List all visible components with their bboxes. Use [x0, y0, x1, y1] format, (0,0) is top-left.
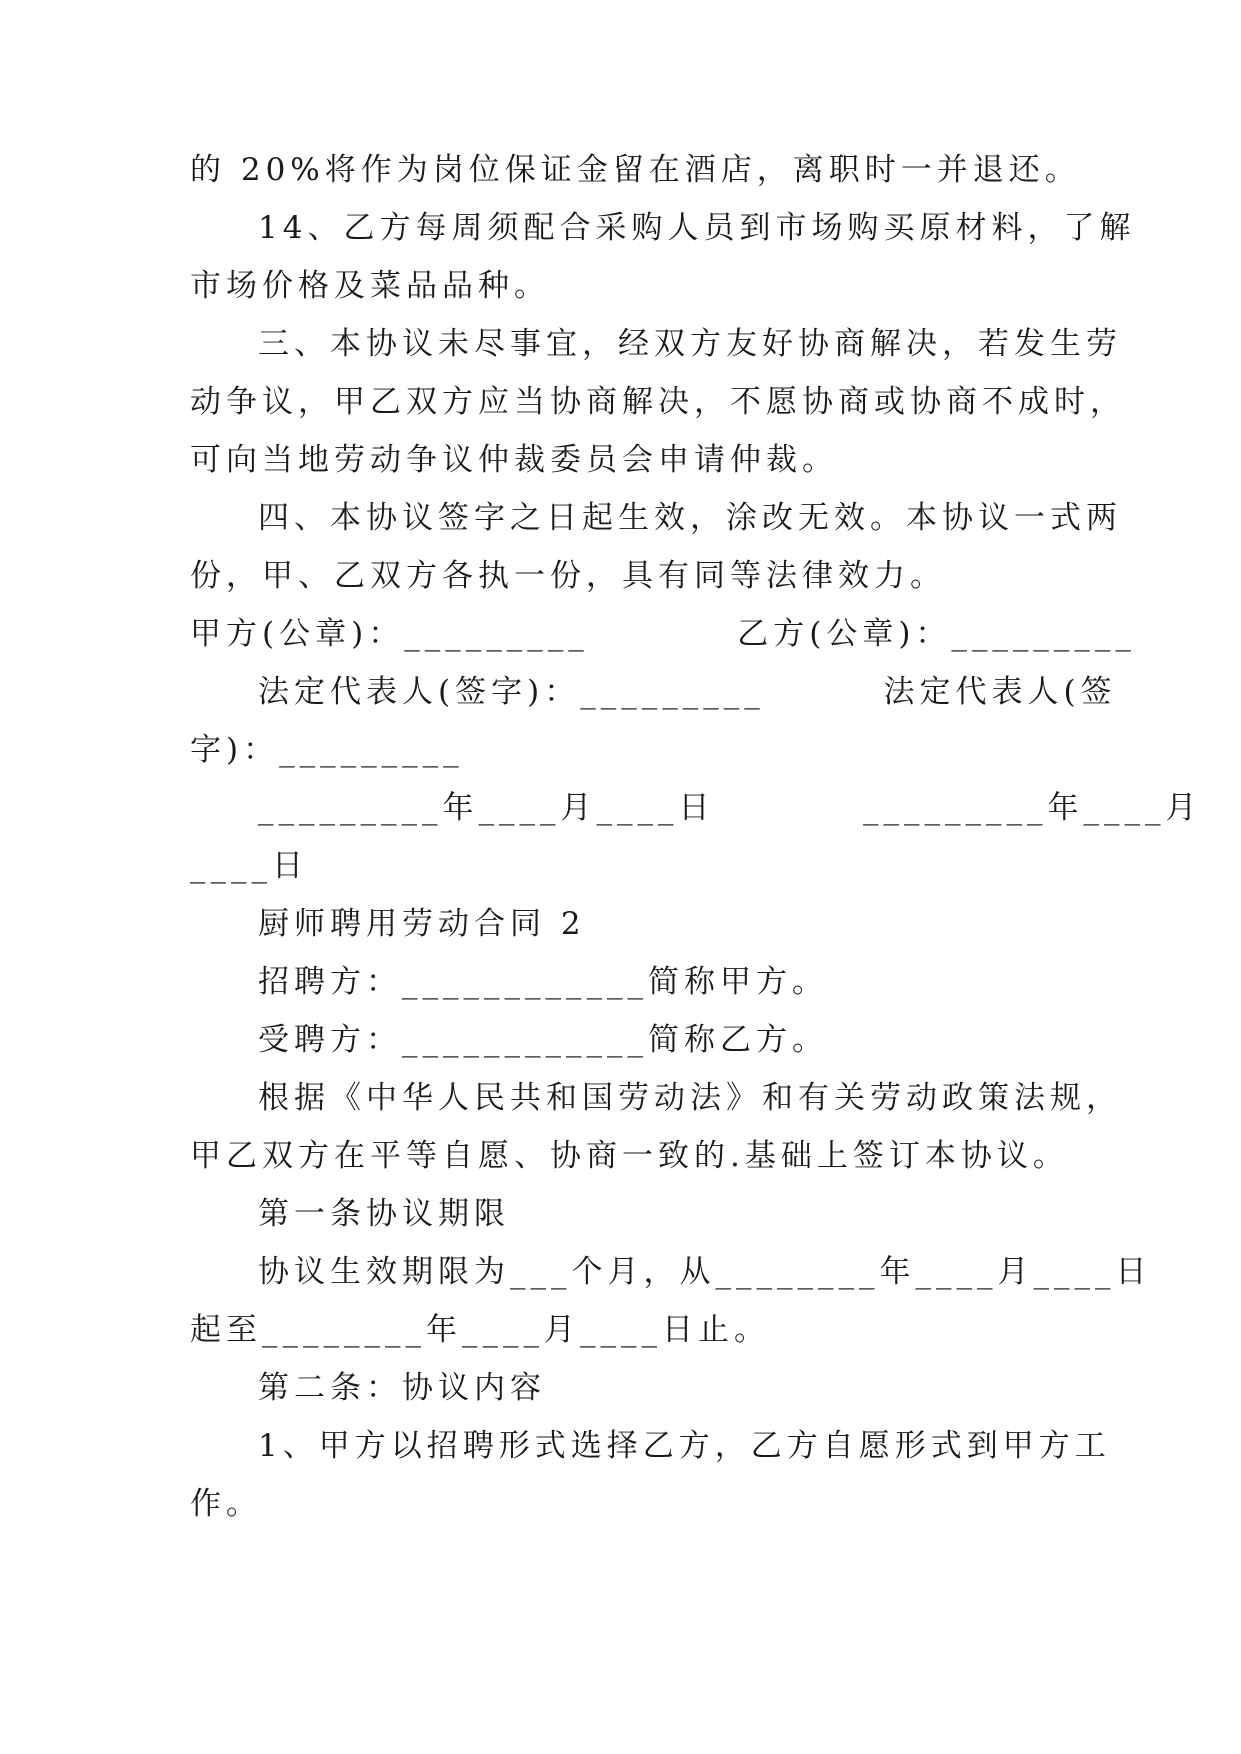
paragraph-line: 四、本协议签字之日起生效，涂改无效。本协议一式两	[258, 500, 1122, 536]
paragraph-line: 1、甲方以招聘形式选择乙方，乙方自愿形式到甲方工	[258, 1428, 1111, 1464]
paragraph-line: 协议生效期限为___个月，从________年____月____日	[258, 1254, 1152, 1290]
paragraph-line: 招聘方：____________简称甲方。	[258, 964, 828, 1000]
paragraph-line: 作。	[190, 1486, 262, 1522]
section-heading: 第一条协议期限	[258, 1196, 510, 1232]
signature-line: 甲方(公章)：_________ 乙方(公章)：_________	[190, 616, 1136, 652]
signature-line: 法定代表人(签字)：_________ 法定代表人(签	[258, 674, 1117, 710]
paragraph-line: 甲乙双方在平等自愿、协商一致的.基础上签订本协议。	[190, 1138, 1069, 1174]
paragraph-line: 可向当地劳动争议仲裁委员会申请仲裁。	[190, 442, 838, 478]
paragraph-line: 动争议，甲乙双方应当协商解决，不愿协商或协商不成时，	[190, 384, 1126, 420]
contract-title: 厨师聘用劳动合同 2	[258, 906, 586, 942]
date-line: _________年____月____日 _________年____月	[258, 790, 1202, 826]
paragraph-line: 根据《中华人民共和国劳动法》和有关劳动政策法规，	[258, 1080, 1122, 1116]
paragraph-line: 14、乙方每周须配合采购人员到市场购买原材料，了解	[258, 210, 1136, 246]
paragraph-line: 三、本协议未尽事宜，经双方友好协商解决，若发生劳	[258, 326, 1122, 362]
paragraph-line: 市场价格及菜品品种。	[190, 268, 550, 304]
paragraph-line: 起至________年____月____日止。	[190, 1312, 770, 1348]
paragraph-line: 受聘方：____________简称乙方。	[258, 1022, 828, 1058]
signature-line: 字)：_________	[190, 732, 464, 768]
date-line: ____日	[190, 848, 308, 884]
paragraph-line: 份，甲、乙双方各执一份，具有同等法律效力。	[190, 558, 946, 594]
paragraph-line: 的 20%将作为岗位保证金留在酒店，离职时一并退还。	[190, 152, 1081, 188]
section-heading: 第二条：协议内容	[258, 1370, 546, 1406]
